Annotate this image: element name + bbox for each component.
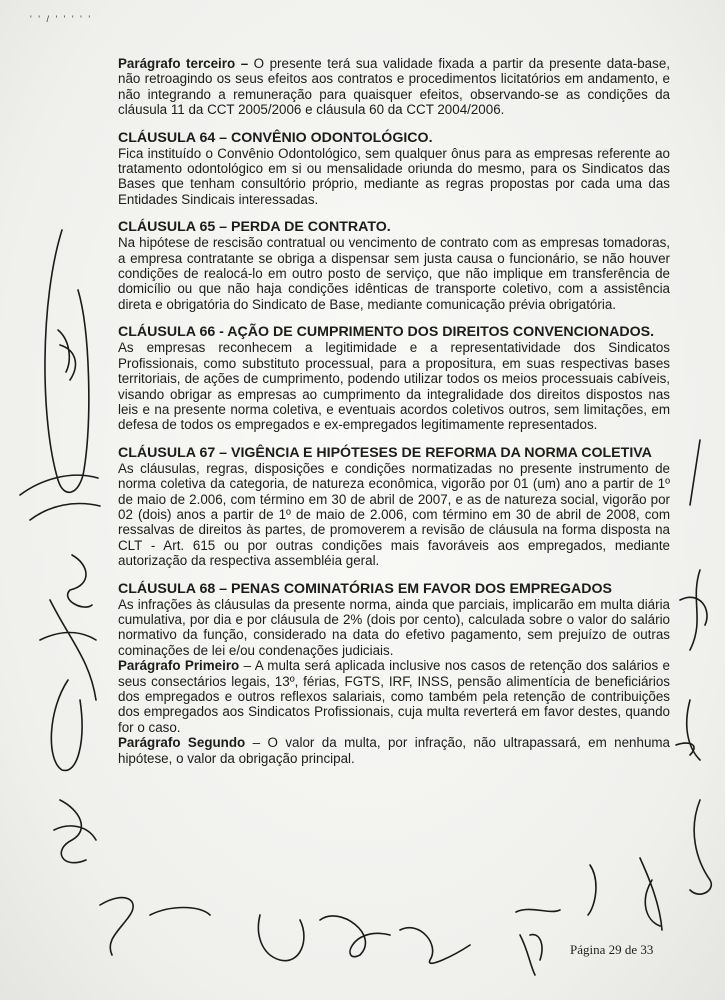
clausula-66 xyxy=(118,324,670,432)
clausula-65-title: CLÁUSULA 65 – PERDA DE CONTRATO. xyxy=(118,219,391,236)
signature-right-5 xyxy=(690,800,711,894)
clausula-68 xyxy=(118,581,670,766)
clausula-68-paragrafo-segundo xyxy=(118,735,670,766)
signature-bottom-7 xyxy=(516,909,560,912)
page-number: Página 29 de 33 xyxy=(570,942,654,957)
signature-bottom-4 xyxy=(320,916,390,957)
signature-bottom-5 xyxy=(400,928,470,964)
signature-left-4 xyxy=(68,555,92,607)
signature-bottom-2 xyxy=(150,908,210,916)
clausula-66-title: CLÁUSULA 66 - AÇÃO DE CUMPRIMENTO DOS DIREITOS CONVENCIONADOS. xyxy=(118,324,655,341)
clausula-68-paragrafo-primeiro xyxy=(118,658,670,735)
signature-left-3 xyxy=(20,475,100,520)
signature-bottom-6 xyxy=(520,935,542,975)
signature-right-6 xyxy=(640,858,662,930)
paragrafo-segundo-lead: Parágrafo Segundo xyxy=(118,735,246,751)
corner-scan-mark: ' ' / ' ' ' ' ' xyxy=(30,14,93,24)
paragrafo-primeiro-lead: Parágrafo Primeiro xyxy=(118,658,240,674)
paragrafo-terceiro xyxy=(118,56,670,118)
signature-bottom-3 xyxy=(258,915,303,961)
document-body xyxy=(118,56,670,778)
clausula-64 xyxy=(118,130,670,208)
paragrafo-terceiro-body: O presente terá sua validade fixada a partir da presente data-base, não retroagindo os seus efeitos aos contratos e procedimentos licitatórios em andamento, e não integrando a remuneração para quaisquer efeitos, observando-se as condições da cláusula 11 da CCT 2005/2006 e cláusula 60 da CCT 2004/2006. xyxy=(118,56,670,118)
signature-left-7 xyxy=(54,800,96,863)
clausula-67-text: As cláusulas, regras, disposições e condições normatizadas no presente instrumento de norma coletiva da categoria, de natureza econômica, vigorão por 01 (um) ano a partir de 1º de maio de 2.006, com término em 30 de abril de 2007, e as de natureza social, vigorão por 02 (dois) anos a partir de 1º de maio de 2.006, com término em 30 de abril de 2008, com ressalvas de direitos às partes, de promoverem a revisão de cláusula na forma disposta na CLT - Art. 615 ou por outras condições mais favoráveis aos empregados, mediante autorização da respectiva assembléia geral. xyxy=(118,460,670,569)
clausula-65 xyxy=(118,219,670,312)
clausula-65-text: Na hipótese de rescisão contratual ou vencimento de contrato com as empresas tomadoras, a empresa contratante se obriga a dispensar sem justa causa o funcionário, se não houver condições de realocá-lo em outro posto de serviço, que não implique em transferência de domicílio ou que não haja condições idênticas de transporte coletivo, com a assistência direta e obrigatória do Sindicato de Base, mediante comunicação prévia obrigatória. xyxy=(118,235,670,312)
signature-bottom-1 xyxy=(100,898,133,955)
signature-left-2 xyxy=(58,330,75,380)
paragrafo-terceiro-text xyxy=(118,56,670,118)
clausula-68-text: As infrações às cláusulas da presente norma, ainda que parciais, implicarão em multa diária cumulativa, por dia e por cláusula de 2% (dois por cento), calculada sobre o valor do salário normativo da função, considerado na data do efetivo pagamento, sem prejuízo de outras cominações de lei e/ou condenações judiciais. xyxy=(118,596,670,658)
paragrafo-terceiro-lead: Parágrafo terceiro – xyxy=(118,56,249,71)
signature-right-3 xyxy=(687,700,700,760)
clausula-66-text: As empresas reconhecem a legitimidade e a representatividade dos Sindicatos Profissionais, como substituto processual, para a propositura, em suas respectivas bases territoriais, de ações de cumprimento, podendo utilizar todos os meios processuais cabíveis, visando obrigar as empresas ao cumprimento da integralidade dos direitos dispostos nas leis e na presente norma coletiva, e eventuais acordos coletivos outros, sem limitações, em defesa de todos os empregados e ex-empregados legitimamente representados. xyxy=(118,340,670,433)
signature-right-4 xyxy=(676,743,694,755)
paragrafo-primeiro-body: – A multa será aplicada inclusive nos casos de retenção dos salários e seus consectários legais, 13º, férias, FGTS, IRF, INSS, pensão alimentícia de beneficiários dos empregados e outros reflexos salariais, como também pela retenção de contribuições dos empregados aos Sindicatos Profissionais, cuja multa reverterá em favor destes, quando for o caso. xyxy=(118,658,671,735)
clausula-67 xyxy=(118,445,670,569)
clausula-64-text: Fica instituído o Convênio Odontológico, sem qualquer ônus para as empresas referente ao tratamento odontológico em si ou mensalidade oriunda do mesmo, para os Sindicatos das Bases que tenham consultório próprio, mediante as regras propostas por cada uma das Entidades Sindicais interessadas. xyxy=(118,145,670,207)
signature-right-1 xyxy=(690,440,700,505)
clausula-68-title: CLÁUSULA 68 – PENAS COMINATÓRIAS EM FAVOR DOS EMPREGADOS xyxy=(118,580,612,597)
paragrafo-segundo-body: – O valor da multa, por infração, não ultrapassará, em nenhuma hipótese, o valor da obrigação principal. xyxy=(118,735,670,766)
signature-left-6 xyxy=(51,680,82,770)
signature-right-2 xyxy=(680,570,707,650)
clausula-67-title: CLÁUSULA 67 – VIGÊNCIA E HIPÓTESES DE REFORMA DA NORMA COLETIVA xyxy=(118,444,652,461)
signature-left-5 xyxy=(40,600,96,700)
clausula-64-title: CLÁUSULA 64 – CONVÊNIO ODONTOLÓGICO. xyxy=(118,129,433,146)
signature-bottom-8 xyxy=(588,865,596,915)
signature-left-1 xyxy=(45,230,89,492)
